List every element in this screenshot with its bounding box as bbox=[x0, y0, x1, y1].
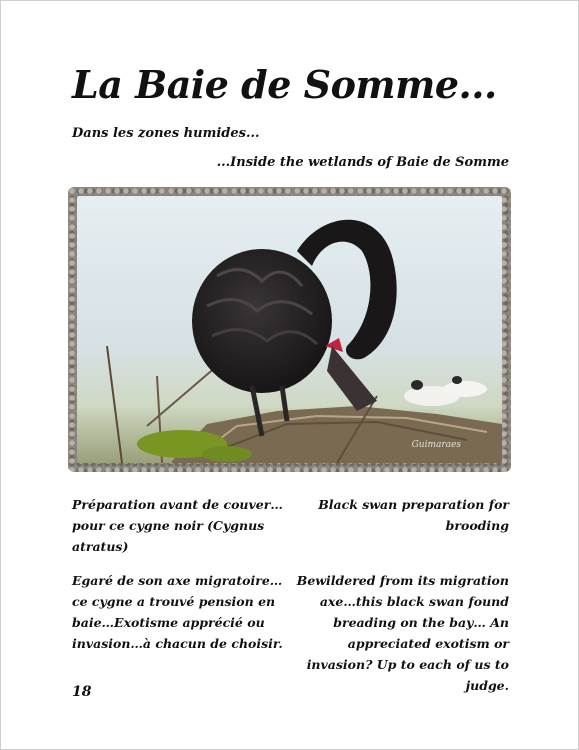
page-title: La Baie de Somme... bbox=[72, 62, 497, 107]
black-swan-photo bbox=[77, 196, 502, 463]
caption-left-2-text: Egaré de son axe migratoire… ce cygne a trouvé pension en baie…Exotisme apprécié ou invasion…à chacun de choisir. bbox=[72, 573, 283, 651]
pebble-photo-frame bbox=[68, 187, 511, 472]
page-number: 18 bbox=[72, 684, 92, 700]
caption-right-1 bbox=[294, 494, 509, 536]
subtitle-english: ...Inside the wetlands of Baie de Somme bbox=[216, 155, 509, 170]
caption-left-1 bbox=[72, 494, 287, 557]
caption-left-1-text: Préparation avant de couver… pour ce cygne noir (Cygnus atratus) bbox=[72, 497, 283, 554]
caption-right-2 bbox=[294, 570, 509, 696]
subtitle-french: Dans les zones humides... bbox=[72, 126, 260, 141]
caption-left-2 bbox=[72, 570, 287, 654]
photo-watermark: Guimaraes bbox=[411, 440, 461, 450]
caption-right-2-text: Bewildered from its migration axe…this black swan found breading on the bay… An appreciated exotism or invasion? Up to each of us to judge. bbox=[296, 573, 509, 693]
caption-right-1-text: Black swan preparation for brooding bbox=[318, 497, 509, 533]
